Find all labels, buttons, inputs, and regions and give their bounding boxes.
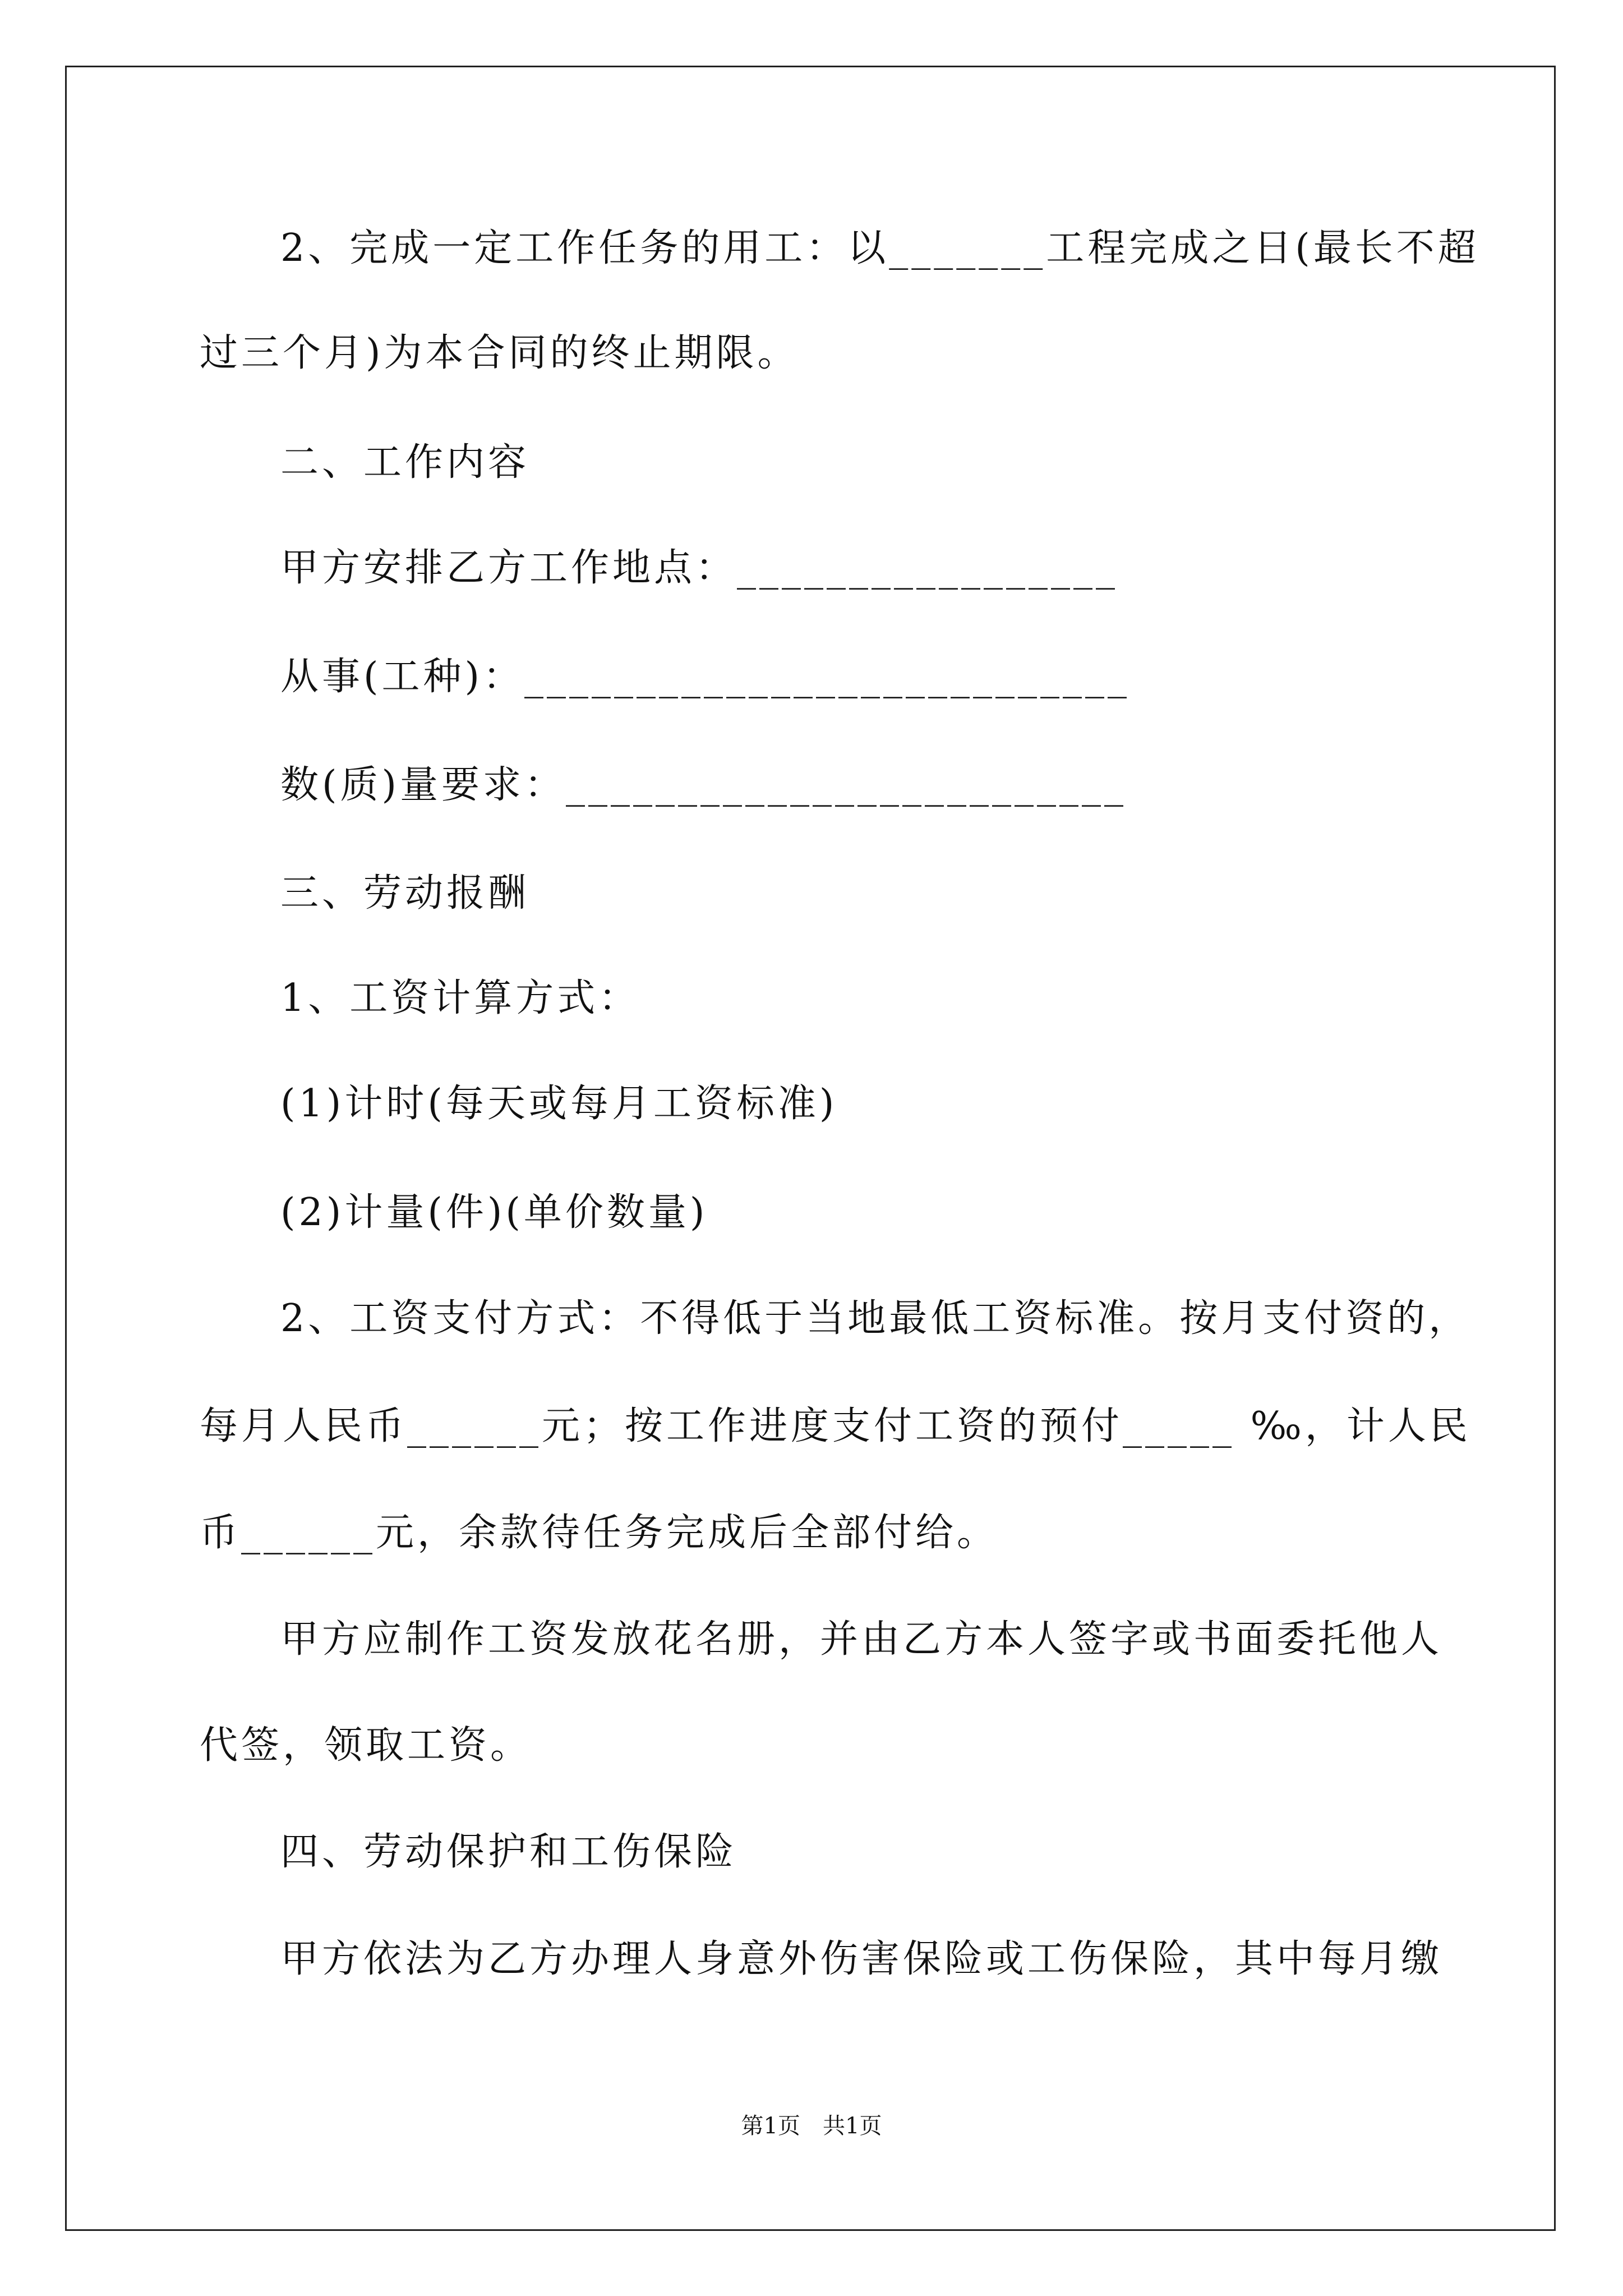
text-line: 1、工资计算方式： — [280, 976, 640, 1020]
text-line: 2、完成一定工作任务的用工：以_______工程完成之日(最长不超 — [280, 226, 1479, 270]
page-footer: 第1页 共1页 — [741, 2113, 882, 2139]
text-line: (2)计量(件)(单价数量) — [280, 1190, 708, 1235]
text-line: 代签，领取工资。 — [200, 1723, 532, 1768]
text-line: 甲方依法为乙方办理人身意外伤害保险或工伤保险，其中每月缴 — [280, 1937, 1443, 1981]
text-line: 2、工资支付方式：不得低于当地最低工资标准。按月支付资的， — [280, 1296, 1470, 1341]
text-line: 甲方应制作工资发放花名册，并由乙方本人签字或书面委托他人 — [280, 1617, 1443, 1662]
text-line: 从事(工种)：___________________________ — [280, 655, 1131, 699]
text-line: 每月人民币______元；按工作进度支付工资的预付_____ ‰，计人民 — [200, 1404, 1471, 1448]
text-line: 数(质)量要求：_________________________ — [280, 763, 1127, 807]
text-line: (1)计时(每天或每月工资标准) — [280, 1082, 838, 1126]
section-heading: 二、工作内容 — [280, 440, 530, 485]
text-line: 币______元，余款待任务完成后全部付给。 — [200, 1511, 999, 1555]
text-line: 甲方安排乙方工作地点：_________________ — [280, 546, 1119, 590]
section-heading: 三、劳动报酬 — [280, 871, 530, 915]
section-heading: 四、劳动保护和工伤保险 — [280, 1830, 737, 1874]
text-line: 过三个月)为本合同的终止期限。 — [200, 331, 799, 375]
page-border — [65, 66, 1556, 2231]
